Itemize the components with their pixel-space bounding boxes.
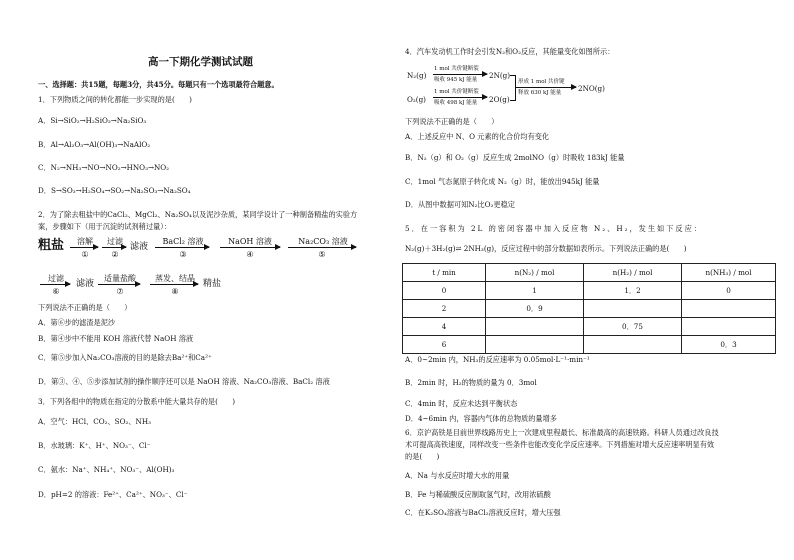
diagram-o2-bottom: 吸收 498 kJ 能量 — [434, 100, 478, 106]
flow-step-3: ③ — [179, 250, 187, 259]
flow-hcl: 适量盐酸 — [104, 274, 136, 283]
table-header: t / min — [403, 264, 486, 282]
diagram-n2-arrow — [433, 74, 487, 75]
flow-filtrate: 滤液 — [130, 242, 149, 252]
q6-stem-line1: 6．京沪高铁是目前世界线路历史上一次建成里程最长、标准最高的高速铁路。科研人员通过改良技 — [405, 428, 719, 437]
flow-dissolve: 溶解 — [77, 237, 93, 246]
q5-option-b: B．2min 时，H₂的物质的量为 0．3mol — [405, 378, 537, 387]
flow-step-4: ④ — [246, 250, 254, 259]
table-row — [403, 300, 776, 318]
flow-filtrate-2: 滤液 — [76, 279, 95, 289]
q4-option-b: B．N₂（g）和 O₂（g）反应生成 2molNO（g）时吸收 183kJ 能量 — [405, 153, 625, 162]
flow-step-2: ② — [111, 250, 119, 259]
flow-arrow-5 — [288, 247, 356, 248]
table-header: n(N₂) / mol — [486, 264, 584, 282]
table-cell — [584, 336, 682, 354]
q2-stem-line2: 案，步骤如下（用于沉淀的试剂稍过量）： — [38, 222, 171, 231]
table-cell: 0 — [682, 282, 776, 300]
flow-step-1: ① — [81, 250, 89, 259]
table-cell: 0 — [403, 282, 486, 300]
table-cell — [682, 318, 776, 336]
q1-option-b: B．Al→Al₂O₃→Al(OH)₃→NaAlO₂ — [38, 140, 151, 149]
q4-stem: 4．汽车发动机工作时会引发N₂和O₂反应，其能量变化如图所示： — [405, 47, 615, 56]
diagram-o2-result: 2O(g) — [489, 95, 510, 104]
table-cell: 4 — [403, 318, 486, 336]
flow-na2co3: Na₂CO₃ 溶液 — [298, 237, 348, 246]
q6-option-b: B．Fe 与稀硫酸反应制取氢气时，改用浓硫酸 — [405, 490, 551, 499]
q2-option-d: D．第③、④、⑤步添加试剂的操作顺序还可以是 NaOH 溶液、Na₂CO₃溶液、BaCl₂ 溶液 — [38, 377, 330, 386]
table-cell: 0．3 — [682, 336, 776, 354]
diagram-form-arrow — [516, 87, 576, 88]
doc-title: 高一下期化学测试试题 — [148, 56, 253, 68]
flow-step-5: ⑤ — [318, 250, 326, 259]
flow-arrow-3 — [155, 247, 209, 248]
q3-option-b: B．水玻璃：K⁺、H⁺、NO₃⁻、Cl⁻ — [38, 441, 151, 450]
table-cell: 6 — [403, 336, 486, 354]
flow-step-7: ⑦ — [116, 287, 124, 296]
flow-bacl2: BaCl₂ 溶液 — [162, 237, 204, 246]
table-row — [403, 318, 776, 336]
table-cell: 0．75 — [584, 318, 682, 336]
q6-stem-line2: 术可提高高铁速度，同样改变一些条件也能改变化学反应速率。下列措施对增大反应速率明显有效 — [405, 440, 715, 449]
flow-arrow-2 — [102, 247, 126, 248]
table-cell: 1．2 — [584, 282, 682, 300]
q1-option-d: D．S→SO₃→H₂SO₄→SO₂→Na₂SO₃→Na₂SO₄ — [38, 186, 191, 195]
diagram-o2: O₂(g) — [407, 95, 426, 104]
q1-stem: 1．下列物质之间的转化都能一步实现的是( ) — [38, 95, 192, 104]
diagram-form-bottom: 释放 630 kJ 能量 — [518, 90, 562, 96]
q5-data-table — [402, 263, 776, 354]
q4-option-a: A．上述反应中 N、O 元素的化合价均有变化 — [405, 132, 550, 141]
q5-stem-line1: 5．在一容积为 2L 的密闭容器中加入反应物 N₂、H₂，发生如下反应： — [405, 224, 703, 233]
q4-ask: 下列说法不正确的是（ ） — [405, 117, 499, 126]
table-cell — [486, 336, 584, 354]
diagram-n2-top: 1 mol 共价键断裂 — [434, 66, 479, 72]
q5-option-d: D．4~6min 内，容器内气体的总物质的量增多 — [405, 414, 557, 423]
q3-stem: 3．下列各组中的物质在指定的分散系中能大量共存的是( ) — [38, 397, 236, 406]
flow-fine-salt: 精盐 — [203, 279, 222, 289]
q3-option-a: A．空气：HCl、CO₂、SO₂、NH₃ — [38, 417, 151, 426]
flow-crude-salt: 粗盐 — [38, 238, 65, 253]
q5-stem-line2: N₂(g)＋3H₂(g)⇌ 2NH₃(g)，反应过程中的部分数据如表所示。下列说法正确的是( ) — [405, 244, 687, 253]
q4-option-d: D．从图中数据可知N₂比O₂更稳定 — [405, 200, 515, 209]
flow-filter-2: 过滤 — [48, 274, 64, 283]
table-row — [403, 282, 776, 300]
table-cell — [682, 300, 776, 318]
q6-option-a: A．Na 与水反应时增大水的用量 — [405, 471, 510, 480]
diagram-o2-top: 1 mol 共价键断裂 — [434, 89, 479, 95]
flow-filter: 过滤 — [107, 237, 123, 246]
q3-option-d: D．pH=2 的溶液：Fe²⁺、Ca²⁺、NO₃⁻、Cl⁻ — [38, 490, 188, 499]
flow-arrow-6 — [40, 284, 70, 285]
q5-option-c: C．4min 时，反应未达到平衡状态 — [405, 399, 518, 408]
q4-option-c: C．1mol 气态氮原子转化成 N₂（g）时，能放出945kJ 能量 — [405, 177, 600, 186]
table-cell: 2 — [403, 300, 486, 318]
section-heading: 一、选择题：共15题，每题3分，共45分。每题只有一个选项最符合题意。 — [38, 80, 279, 89]
diagram-o2-arrow — [433, 97, 487, 98]
q2-stem-line1: 2．为了除去粗盐中的CaCl₂、MgCl₂、Na₂SO₄以及泥沙杂质，某同学设计了一种制备精盐的实验方 — [38, 210, 358, 219]
table-cell — [584, 300, 682, 318]
q1-option-a: A．Si→SiO₂→H₂SiO₃→Na₂SiO₃ — [38, 116, 147, 125]
diagram-n2-bottom: 吸收 945 kJ 能量 — [434, 77, 478, 83]
q2-option-b: B．第④步中不能用 KOH 溶液代替 NaOH 溶液 — [38, 334, 194, 343]
flow-step-8: ⑧ — [171, 287, 179, 296]
q1-option-c: C．N₂→NH₃→NO→NO₂→HNO₃→NO₂ — [38, 163, 170, 172]
diagram-product: 2NO(g) — [578, 84, 605, 93]
q2-option-c: C．第⑤步加入Na₂CO₃溶液的目的是除去Ba²⁺和Ca²⁺ — [38, 353, 212, 362]
table-header-row — [403, 264, 776, 282]
diagram-form-top: 形成 1 mol 共价键 — [518, 79, 565, 85]
flow-arrow-1 — [70, 247, 98, 248]
flow-arrow-8 — [150, 284, 198, 285]
q3-option-c: C．氨水：Na⁺、NH₄⁺、NO₃⁻、Al(OH)₃ — [38, 465, 175, 474]
table-cell — [486, 318, 584, 336]
diagram-n2-result: 2N(g) — [489, 71, 511, 80]
table-header: n(H₂) / mol — [584, 264, 682, 282]
q6-stem-line3: 的是( ) — [405, 452, 440, 461]
flow-step-6: ⑥ — [52, 287, 60, 296]
table-cell: 1 — [486, 282, 584, 300]
diagram-n2: N₂(g) — [407, 71, 427, 80]
q2-ask: 下列说法不正确的是（ ） — [38, 303, 132, 312]
flow-arrow-7 — [98, 284, 140, 285]
table-cell: 0．9 — [486, 300, 584, 318]
q2-option-a: A．第⑥步的滤渣是泥沙 — [38, 318, 116, 327]
flow-arrow-4 — [220, 247, 280, 248]
q6-option-c: C．在K₂SO₄溶液与BaCl₂溶液反应时，增大压强 — [405, 508, 561, 517]
flow-naoh: NaOH 溶液 — [228, 237, 272, 246]
table-row — [403, 336, 776, 354]
q5-option-a: A．0~2min 内，NH₃的反应速率为 0.05mol·L⁻¹·min⁻¹ — [405, 355, 590, 364]
flow-evap: 蒸发、结晶 — [155, 274, 195, 283]
table-header: n(NH₃) / mol — [682, 264, 776, 282]
